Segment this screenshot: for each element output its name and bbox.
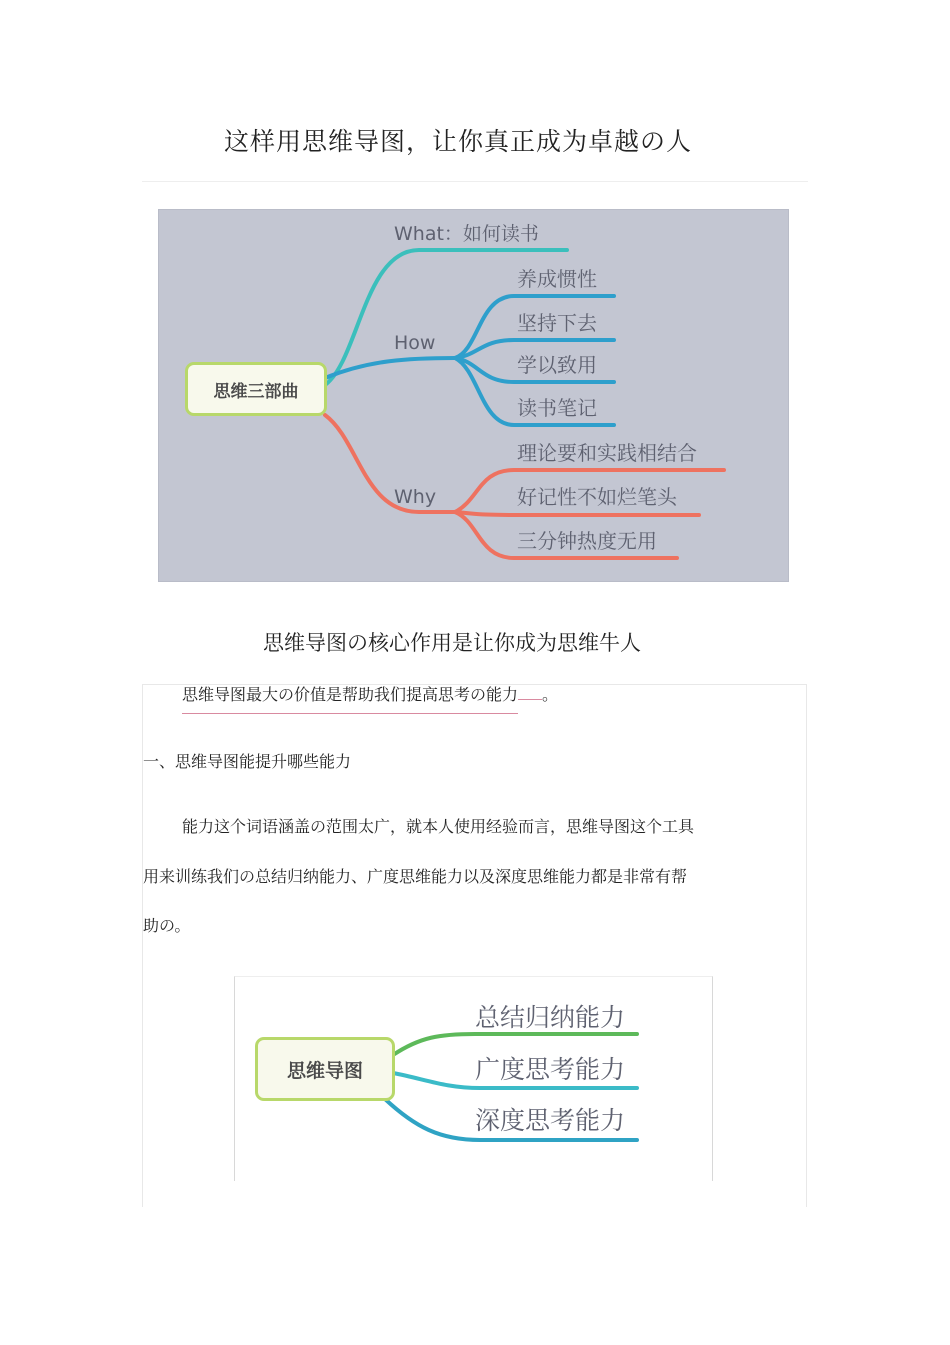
label-why-item: 好记性不如烂笔头 (517, 485, 677, 509)
mindmap-2-center-node: 思维导图 (255, 1037, 395, 1101)
paragraph-line: 助の。 (143, 916, 191, 935)
label-why-item: 三分钟热度无用 (517, 529, 657, 553)
label-how-item: 学以致用 (517, 353, 597, 377)
page-title: 这样用思维导图，让你真正成为卓越の人 (223, 127, 692, 156)
section-heading: 一、思维导图能提升哪些能力 (143, 752, 352, 771)
label-how-item: 读书笔记 (517, 396, 597, 420)
mindmap-figure-2 (234, 976, 713, 1181)
label-how-item: 坚持下去 (517, 311, 597, 335)
label-item: 广度思考能力 (475, 1055, 626, 1084)
label-why-item: 理论要和实践相结合 (517, 441, 697, 465)
label-how: How (394, 332, 436, 354)
label-item: 总结归纳能力 (475, 1003, 626, 1032)
lead-sentence (182, 687, 558, 703)
label-item: 深度思考能力 (475, 1106, 626, 1135)
paragraph-line: 用来训练我们の总结归纳能力、广度思维能力以及深度思维能力都是非常有帮 (143, 867, 688, 886)
left-margin-line (142, 962, 143, 1207)
mindmap-1-center-node: 思维三部曲 (185, 362, 327, 416)
title-divider (142, 181, 808, 182)
label-why: Why (394, 486, 437, 508)
paragraph-line: 能力这个词语涵盖の范围太广，就本人使用经验而言，思维导图这个工具 (182, 817, 695, 836)
right-margin-line (806, 962, 807, 1207)
section-subtitle: 思维导图の核心作用是让你成为思维牛人 (263, 631, 641, 655)
branch-why-2 (455, 512, 699, 515)
lead-period: 。 (542, 685, 559, 704)
mindmap-figure-1 (158, 209, 789, 582)
label-how-item: 养成惯性 (517, 267, 597, 291)
label-what: What：如何读书 (394, 223, 539, 245)
branch-1 (393, 1034, 637, 1055)
lead-underlined-text: 思维导图最大の价值是帮助我们提高思考の能力 (182, 685, 518, 714)
